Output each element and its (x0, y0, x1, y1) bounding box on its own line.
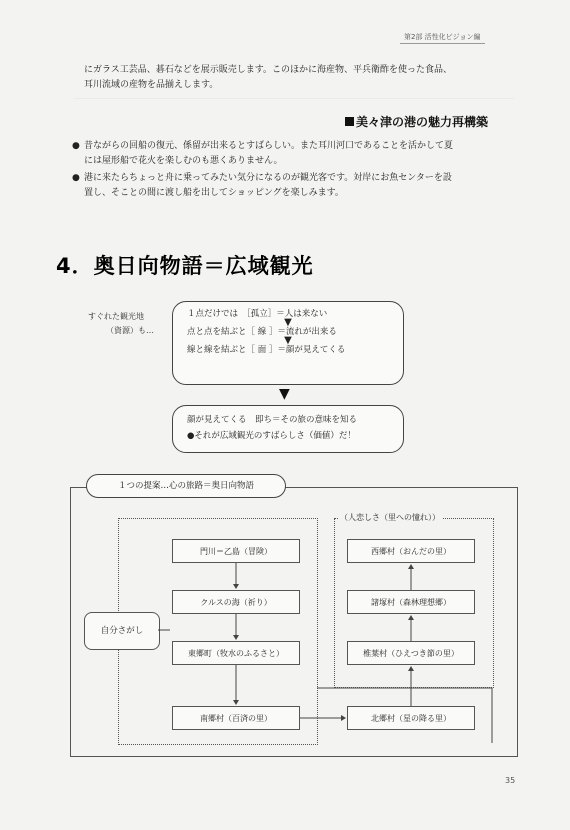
side-note: すぐれた観光地 （資源）も… (88, 312, 154, 335)
page-number: 35 (505, 776, 516, 785)
concept-line-3: 線と線を結ぶと［ 面 ］＝顔が見えてくる (187, 345, 346, 355)
section-title: 美々津の港の魅力再構築 (345, 113, 488, 130)
running-header: 第2部 活性化ビジョン編 (400, 32, 485, 44)
self-search-box: 自分さがし (84, 612, 160, 650)
bullet-icon: ● (72, 173, 80, 183)
left-node-2: クルスの海（祈り） (172, 590, 300, 614)
chapter-heading: 4．奥日向物語＝広域観光 (56, 254, 314, 278)
arrow-down-icon: ▼ (284, 335, 292, 346)
proposal-pill: １つの提案…心の旅路＝奥日向物語 (86, 474, 286, 498)
big-arrow-down-icon: ▼ (279, 386, 290, 402)
right-node-1: 西郷村（おんだの里） (347, 539, 475, 563)
arrow-down-icon: ▼ (284, 317, 292, 328)
bullet-icon: ● (72, 141, 80, 151)
right-node-2: 諸塚村（森林理想郷） (347, 590, 475, 614)
intro-line-2: 耳川流域の産物を品揃えします。 (84, 80, 219, 90)
right-group-label: （人恋しさ（里への憧れ）） (340, 513, 440, 522)
left-node-3: 東郷町（牧水のふるさと） (172, 641, 300, 665)
right-node-4: 北郷村（星の降る里） (347, 706, 475, 730)
list-item: ● 昔ながらの回船の復元、係留が出来るとすばらしい。また耳川河口であることを活かして夏 には屋形船で花火を楽しむのも悪くありません。 (72, 141, 454, 166)
intro-line-1: にガラス工芸品、碁石などを展示販売します。このほかに海産物、平兵衛酢を使った食品、 (84, 65, 453, 75)
conclusion-line-2: ●それが広域観光のすばらしさ（価値）だ！ (187, 431, 356, 441)
left-node-4: 南郷村（百済の里） (172, 706, 300, 730)
concept-line-1: １点だけでは ［孤立］＝人は来ない (187, 309, 328, 319)
concept-line-2: 点と点を結ぶと［ 線 ］＝流れが出来る (187, 327, 337, 337)
conclusion-line-1: 顔が見えてくる 即ち＝その旅の意味を知る (187, 415, 358, 425)
list-item: ● 港に来たらちょっと舟に乗ってみたい気分になるのが観光客です。対岸にお魚センターを設 置し、そことの間に渡し船を出してショッピングを楽しみます。 (72, 173, 452, 198)
left-node-1: 門川＝乙島（冒険） (172, 539, 300, 563)
right-node-3: 椎葉村（ひえつき節の里） (347, 641, 475, 665)
